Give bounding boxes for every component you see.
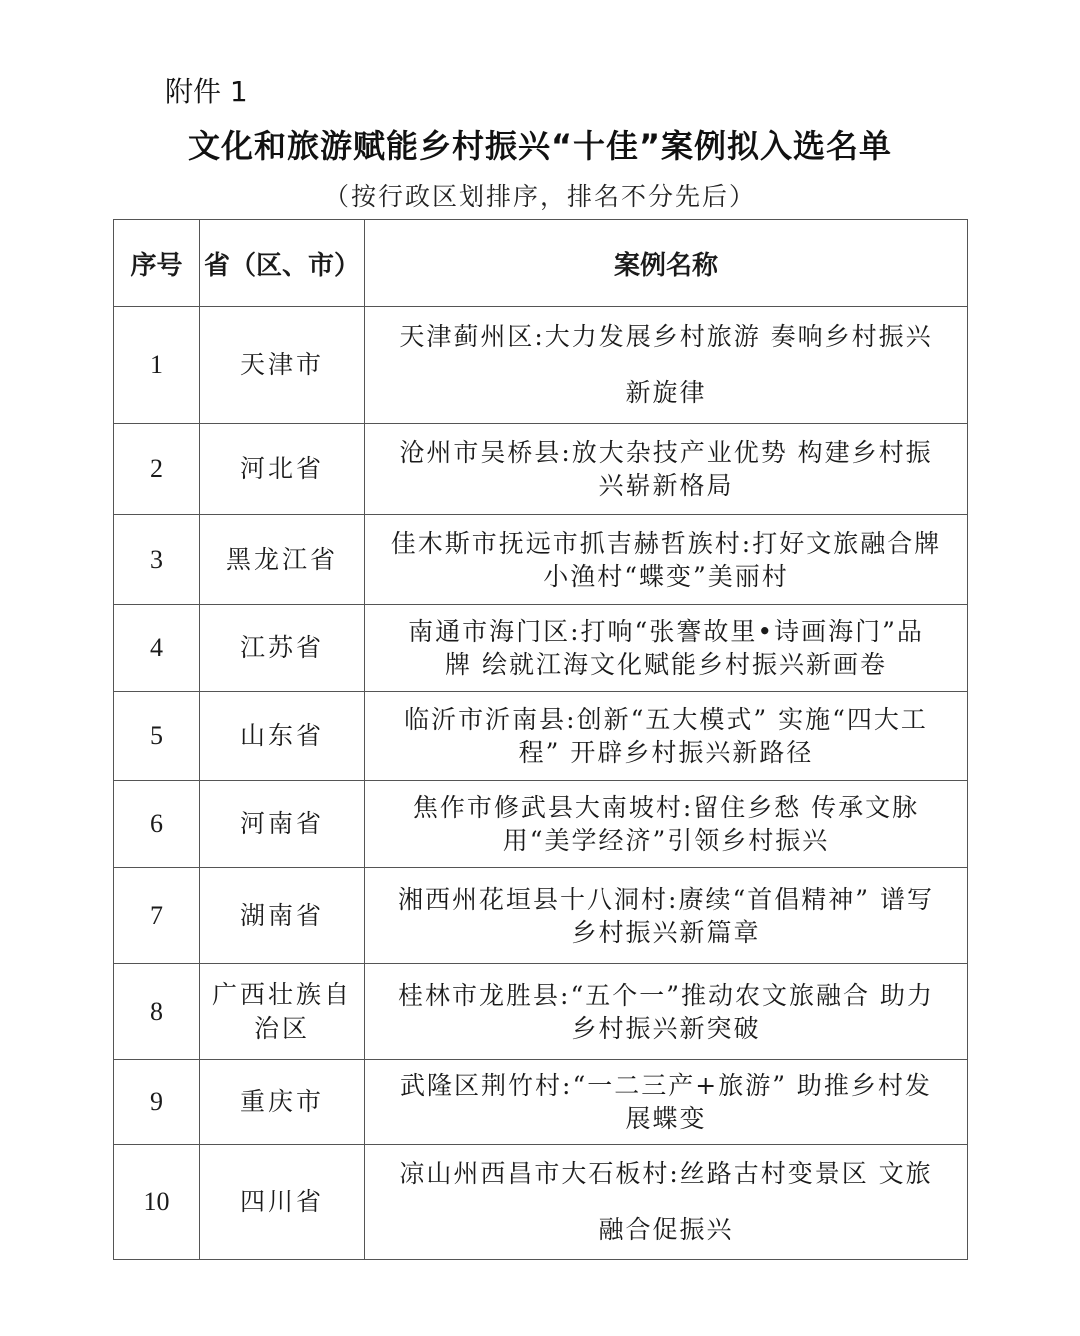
province-line: 广西壮族自	[211, 979, 352, 1009]
row-province	[200, 1145, 365, 1260]
case-name-line: 湘西州花垣县十八洞村:赓续“首倡精神” 谱写	[398, 884, 934, 914]
row-number: 7	[114, 868, 200, 964]
row-province	[200, 868, 365, 964]
province-line: 天津市	[239, 350, 324, 379]
case-name-line: 用“美学经济”引领乡村振兴	[502, 826, 830, 855]
attachment-label: 附件 1	[165, 75, 248, 108]
case-name-line: 桂林市龙胜县:“五个一”推动农文旅融合 助力	[398, 980, 934, 1010]
case-name-line: 南通市海门区:打响“张謇故里•诗画海门”品	[408, 617, 924, 646]
row-case-name	[365, 1145, 968, 1260]
column-header-number: 序号	[114, 220, 200, 307]
row-province	[200, 307, 365, 424]
row-case-name	[365, 424, 968, 515]
row-case-name	[365, 692, 968, 781]
case-name-line: 乡村振兴新篇章	[571, 917, 761, 947]
table-header-row	[114, 220, 968, 307]
case-name-line: 武隆区荆竹村:“一二三产+旅游” 助推乡村发	[400, 1071, 932, 1100]
document-subtitle: （按行政区划排序，排名不分先后）	[323, 182, 756, 211]
row-number: 10	[114, 1145, 200, 1260]
document-title: 文化和旅游赋能乡村振兴“十佳”案例拟入选名单	[187, 127, 893, 165]
row-province	[200, 605, 365, 692]
row-case-name	[365, 964, 968, 1060]
case-name-line: 沧州市吴桥县:放大杂技产业优势 构建乡村振	[399, 438, 933, 467]
row-number: 1	[114, 307, 200, 424]
case-name-line: 凉山州西昌市大石板村:丝路古村变景区 文旅	[399, 1159, 933, 1188]
row-number: 3	[114, 515, 200, 605]
column-header-province: 省（区、市）	[200, 220, 365, 307]
row-case-name	[365, 307, 968, 424]
row-case-name	[365, 1060, 968, 1145]
case-name-line: 小渔村“蝶变”美丽村	[543, 561, 789, 591]
table-row	[114, 307, 968, 424]
province-line: 山东省	[239, 721, 324, 750]
row-number: 8	[114, 964, 200, 1060]
case-name-line: 临沂市沂南县:创新“五大模式” 实施“四大工	[404, 705, 928, 734]
province-line: 治区	[253, 1013, 310, 1043]
case-name-line: 兴崭新格局	[598, 471, 734, 500]
row-case-name	[365, 781, 968, 868]
table-row	[114, 605, 968, 692]
row-number: 2	[114, 424, 200, 515]
province-line: 河南省	[239, 809, 324, 838]
row-province	[200, 1060, 365, 1145]
cases-table	[113, 219, 968, 1260]
province-line: 四川省	[239, 1187, 324, 1216]
table-row	[114, 424, 968, 515]
province-line: 河北省	[239, 454, 324, 483]
case-name-line: 融合促振兴	[598, 1215, 734, 1244]
row-province	[200, 515, 365, 605]
row-case-name	[365, 605, 968, 692]
row-number: 9	[114, 1060, 200, 1145]
table-row	[114, 515, 968, 605]
table-row	[114, 1145, 968, 1260]
row-province	[200, 964, 365, 1060]
row-case-name	[365, 515, 968, 605]
table-row	[114, 964, 968, 1060]
row-case-name	[365, 868, 968, 964]
province-line: 黑龙江省	[225, 544, 338, 574]
case-name-line: 佳木斯市抚远市抓吉赫哲族村:打好文旅融合牌	[390, 528, 942, 558]
row-province	[200, 781, 365, 868]
province-line: 湖南省	[239, 900, 324, 930]
row-province	[200, 424, 365, 515]
case-name-line: 牌 绘就江海文化赋能乡村振兴新画卷	[445, 650, 887, 679]
table-row	[114, 1060, 968, 1145]
province-line: 江苏省	[239, 633, 324, 662]
case-name-line: 天津蓟州区:大力发展乡村旅游 奏响乡村振兴	[399, 322, 933, 351]
case-name-line: 新旋律	[625, 378, 707, 407]
case-name-line: 展蝶变	[625, 1104, 707, 1133]
row-number: 4	[114, 605, 200, 692]
province-line: 重庆市	[239, 1087, 324, 1116]
case-name-line: 焦作市修武县大南坡村:留住乡愁 传承文脉	[412, 793, 920, 822]
table-row	[114, 692, 968, 781]
table-row	[114, 868, 968, 964]
case-name-line: 程” 开辟乡村振兴新路径	[518, 738, 814, 767]
table-row	[114, 781, 968, 868]
case-name-line: 乡村振兴新突破	[571, 1013, 761, 1043]
column-header-case-name: 案例名称	[365, 220, 968, 307]
row-number: 6	[114, 781, 200, 868]
row-province	[200, 692, 365, 781]
row-number: 5	[114, 692, 200, 781]
